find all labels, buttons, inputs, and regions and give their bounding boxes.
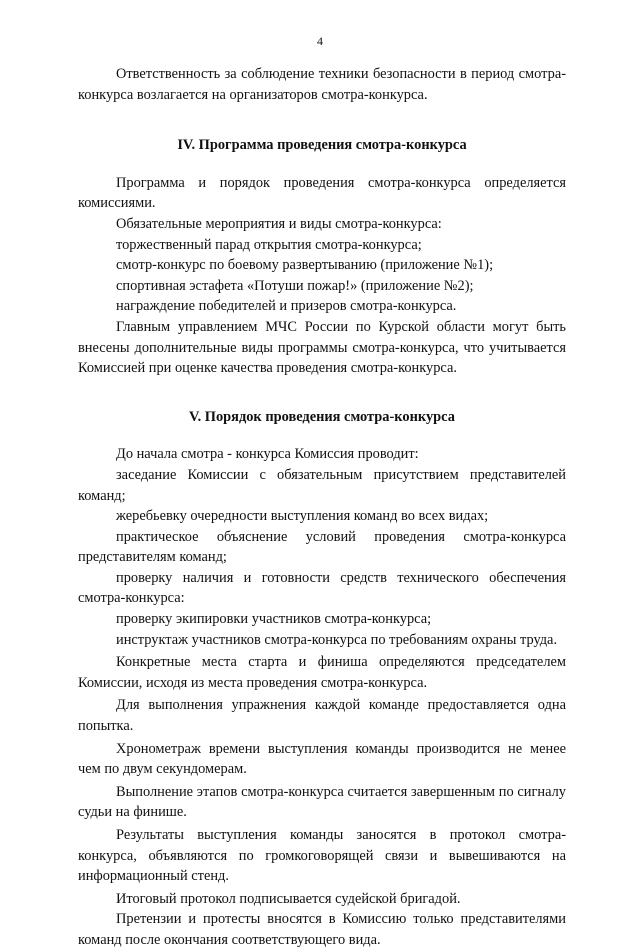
list-item: жеребьевку очередности выступления команд во всех видах; — [116, 508, 489, 525]
paragraph: Конкретные места старта и финиша определяются председателем Комиссии, исходя из места проведения смотра-конкурса. — [78, 654, 566, 691]
list-item: проверку наличия и готовности средств технического обеспечения смотра-конкурса: — [78, 569, 566, 607]
list-item: смотр-конкурс по боевому развертыванию (приложение №1); — [116, 257, 494, 274]
paragraph: Претензии и протесты вносятся в Комиссию только представителями команд после окончания соответствующего вида. — [78, 911, 566, 948]
paragraph: Итоговый протокол подписывается судейской бригадой. — [116, 890, 461, 907]
paragraph: Главным управлением МЧС России по Курской области могут быть внесены дополнительные виды программы смотра-конкурса, что учитывается Комиссией при оценке качества проведения смотра-конкурса. — [78, 318, 566, 377]
section-4-heading: IV. Программа проведения смотра-конкурса — [177, 137, 467, 154]
paragraph: Обязательные мероприятия и виды смотра-конкурса: — [116, 215, 442, 232]
paragraph: Программа и порядок проведения смотра-конкурса определяется комиссиями. — [78, 174, 566, 212]
section-5-heading: V. Порядок проведения смотра-конкурса — [189, 408, 455, 425]
paragraph: Результаты выступления команды заносятся в протокол смотра-конкурса, объявляются по громкоговорящей связи и вывешиваются на информационный стенд. — [78, 827, 566, 885]
list-item: торжественный парад открытия смотра-конкурса; — [116, 236, 422, 253]
paragraph: Для выполнения упражнения каждой команде предоставляется одна попытка. — [78, 697, 566, 735]
section-4-body — [78, 173, 566, 379]
paragraph: До начала смотра - конкурса Комиссия проводит: — [116, 446, 419, 463]
list-item: награждение победителей и призеров смотра-конкурса. — [116, 298, 457, 315]
intro-paragraph: Ответственность за соблюдение техники безопасности в период смотра-конкурса возлагается на организаторов смотра-конкурса. — [78, 66, 566, 103]
section-5-body — [78, 444, 566, 950]
list-item: инструктаж участников смотра-конкурса по требованиям охраны труда. — [116, 631, 558, 648]
page-number: 4 — [317, 34, 323, 48]
paragraph: Выполнение этапов смотра-конкурса считается завершенным по сигналу судьи на финише. — [78, 783, 566, 821]
list-item: практическое объяснение условий проведения смотра-конкурса представителям команд; — [78, 528, 566, 566]
list-item: заседание Комиссии с обязательным присутствием представителей команд; — [78, 466, 566, 504]
paragraph: Хронометраж времени выступления команды производится не менее чем по двум секундомерам. — [78, 740, 566, 778]
list-item: спортивная эстафета «Потуши пожар!» (приложение №2); — [116, 277, 474, 294]
document-body — [78, 64, 566, 951]
list-item: проверку экипировки участников смотра-конкурса; — [116, 611, 432, 628]
